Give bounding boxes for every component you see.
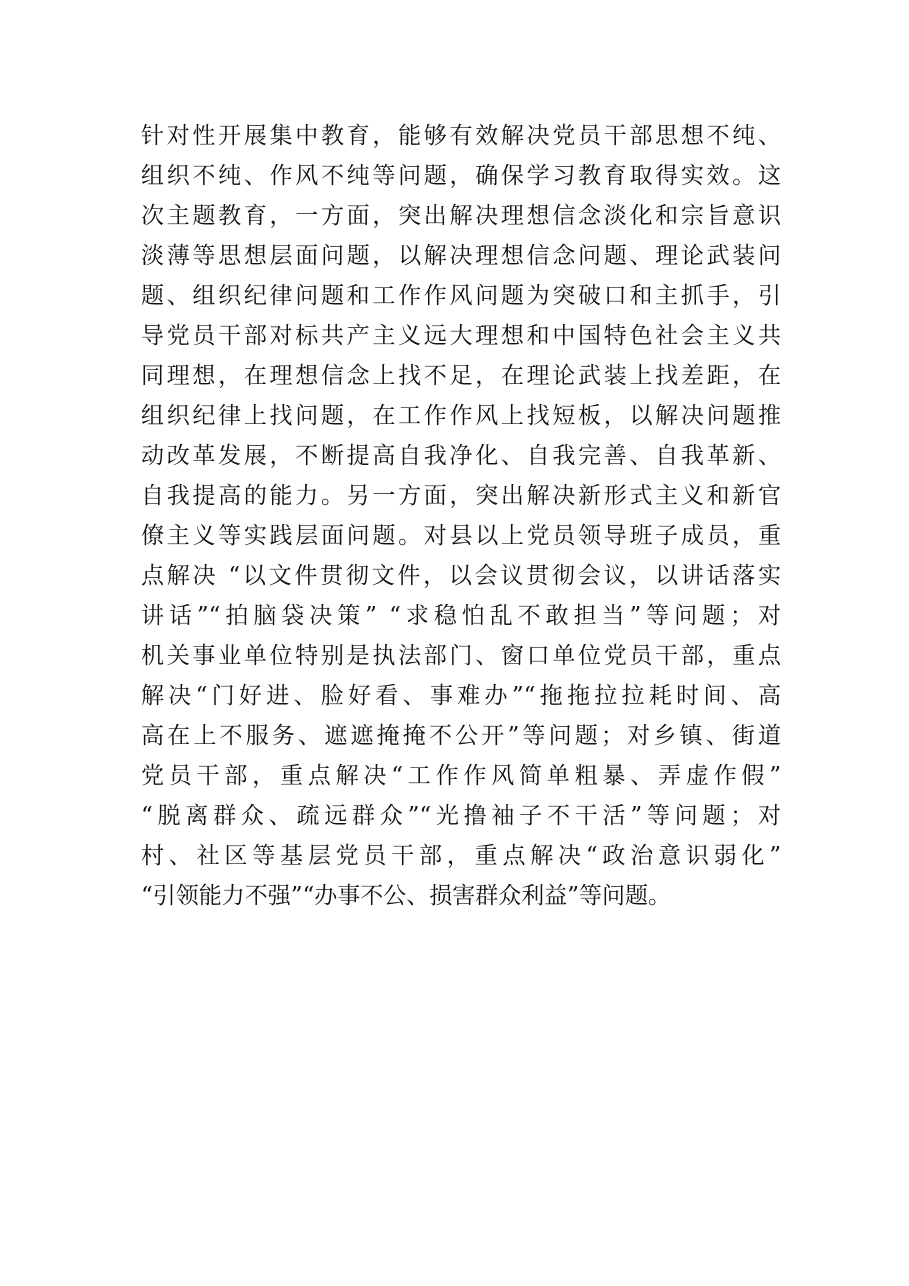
paragraph-line-17: 党员干部，重点解决“工作作风简单粗暴、弄虚作假” xyxy=(141,763,781,789)
paragraph-line-12: 点解决 “以文件贯彻文件，以会议贯彻会议，以讲话落实 xyxy=(141,563,781,589)
paragraph-line-19: 村、社区等基层党员干部，重点解决“政治意识弱化” xyxy=(141,843,781,869)
paragraph-line-8: 组织纪律上找问题，在工作作风上找短板，以解决问题推 xyxy=(141,403,781,429)
paragraph-line-2: 组织不纯、作风不纯等问题，确保学习教育取得实效。这 xyxy=(141,163,781,189)
paragraph-line-16: 高在上不服务、遮遮掩掩不公开”等问题；对乡镇、街道 xyxy=(141,723,781,749)
paragraph-line-11: 僚主义等实践层面问题。对县以上党员领导班子成员，重 xyxy=(141,523,781,549)
body-paragraph xyxy=(141,116,781,916)
paragraph-line-3: 次主题教育，一方面，突出解决理想信念淡化和宗旨意识 xyxy=(141,203,781,229)
paragraph-line-10: 自我提高的能力。另一方面，突出解决新形式主义和新官 xyxy=(141,483,781,509)
paragraph-line-4: 淡薄等思想层面问题，以解决理想信念问题、理论武装问 xyxy=(141,243,781,269)
paragraph-line-7: 同理想，在理想信念上找不足，在理论武装上找差距，在 xyxy=(141,363,781,389)
paragraph-line-15: 解决“门好进、脸好看、事难办”“拖拖拉拉耗时间、高 xyxy=(141,683,781,709)
paragraph-line-1: 针对性开展集中教育，能够有效解决党员干部思想不纯、 xyxy=(141,123,781,149)
paragraph-line-14: 机关事业单位特别是执法部门、窗口单位党员干部，重点 xyxy=(141,643,781,669)
paragraph-line-5: 题、组织纪律问题和工作作风问题为突破口和主抓手，引 xyxy=(141,283,781,309)
paragraph-line-6: 导党员干部对标共产主义远大理想和中国特色社会主义共 xyxy=(141,323,781,349)
paragraph-line-18: “脱离群众、疏远群众”“光撸袖子不干活”等问题；对 xyxy=(141,803,781,829)
paragraph-line-9: 动改革发展，不断提高自我净化、自我完善、自我革新、 xyxy=(141,443,781,469)
paragraph-line-13: 讲话”“拍脑袋决策” “求稳怕乱不敢担当”等问题；对 xyxy=(141,603,781,629)
paragraph-line-20: “引领能力不强”“办事不公、损害群众利益”等问题。 xyxy=(141,883,672,909)
